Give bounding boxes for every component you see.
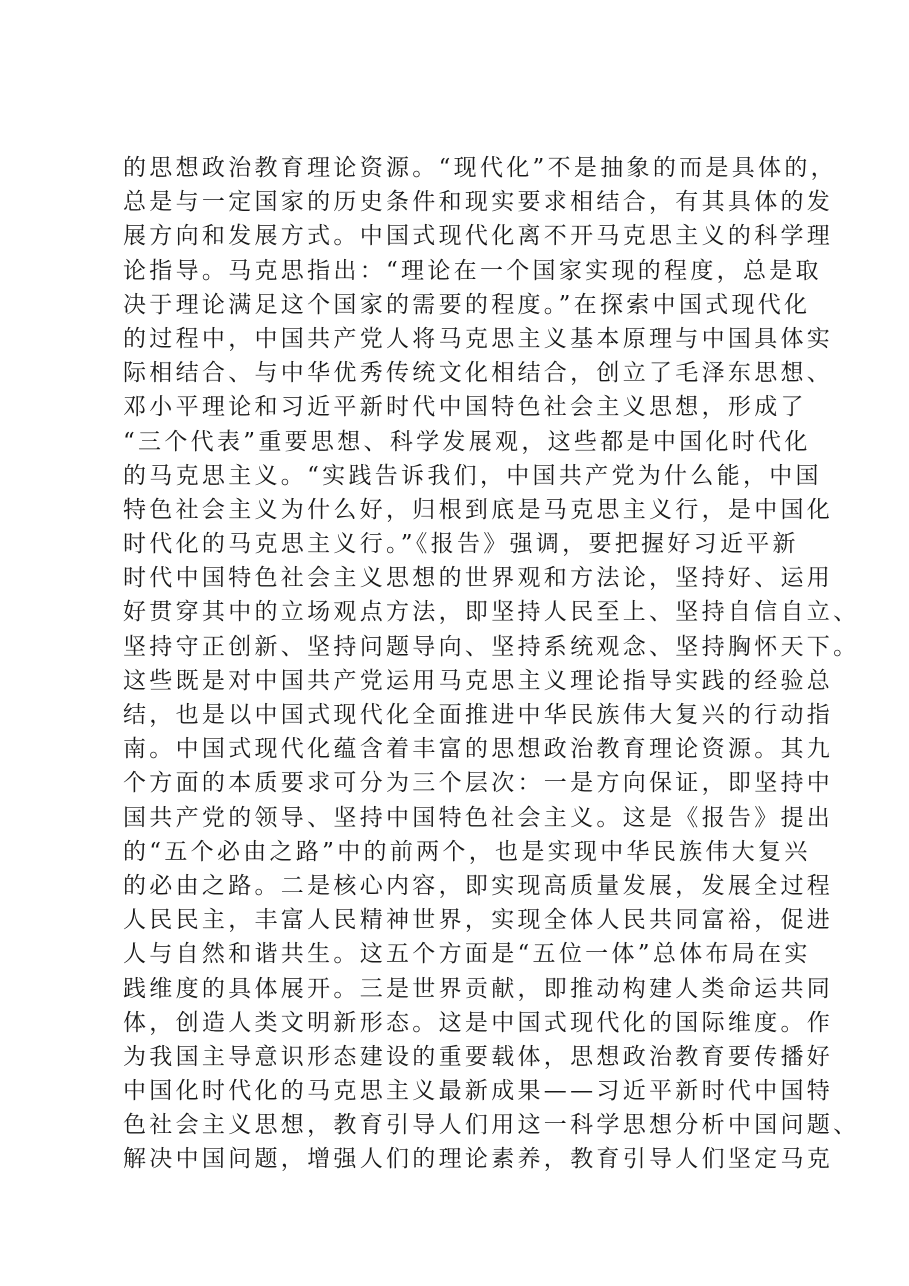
text-line: 总是与一定国家的历史条件和现实要求相结合，有其具体的发	[123, 189, 834, 216]
text-line: 邓小平理论和习近平新时代中国特色社会主义思想，形成了	[123, 394, 807, 421]
text-line: 展方向和发展方式。中国式现代化离不开马克思主义的科学理	[123, 223, 834, 250]
text-line: 人与自然和谐共生。这五个方面是“五位一体”总体布局在实	[123, 941, 811, 968]
text-line: 色社会主义思想，教育引导人们用这一科学思想分析中国问题、	[123, 1112, 860, 1139]
text-line: “三个代表”重要思想、科学发展观，这些都是中国化时代化	[123, 428, 811, 455]
text-line: 的过程中，中国共产党人将马克思主义基本原理与中国具体实	[123, 325, 834, 352]
text-line: 决于理论满足这个国家的需要的程度。”在探索中国式现代化	[123, 291, 811, 318]
text-line: 论指导。马克思指出：“理论在一个国家实现的程度，总是取	[123, 257, 822, 284]
body-paragraph	[123, 151, 860, 1177]
text-line: 时代化的马克思主义行。”《报告》强调，要把握好习近平新	[123, 531, 799, 558]
text-line: 的必由之路。二是核心内容，即实现高质量发展，发展全过程	[123, 872, 834, 899]
text-line: 好贯穿其中的立场观点方法，即坚持人民至上、坚持自信自立、	[123, 599, 860, 626]
text-line: 结，也是以中国式现代化全面推进中华民族伟大复兴的行动指	[123, 702, 834, 728]
text-line: 为我国主导意识形态建设的重要载体，思想政治教育要传播好	[123, 1043, 834, 1070]
text-line: 国共产党的领导、坚持中国特色社会主义。这是《报告》提出	[123, 804, 834, 831]
text-line: 个方面的本质要求可分为三个层次：一是方向保证，即坚持中	[123, 770, 834, 797]
text-line: 的“五个必由之路”中的前两个，也是实现中华民族伟大复兴	[123, 838, 811, 865]
text-line: 人民民主，丰富人民精神世界，实现全体人民共同富裕，促进	[123, 907, 834, 934]
text-line: 中国化时代化的马克思主义最新成果——习近平新时代中国特	[123, 1078, 834, 1105]
text-line: 解决中国问题，增强人们的理论素养，教育引导人们坚定马克	[123, 1146, 834, 1173]
text-line: 体，创造人类文明新形态。这是中国式现代化的国际维度。作	[123, 1009, 834, 1036]
text-line: 特色社会主义为什么好，归根到底是马克思主义行，是中国化	[123, 496, 834, 523]
text-line: 的思想政治教育理论资源。“现代化”不是抽象的而是具体的，	[123, 155, 837, 181]
text-line: 践维度的具体展开。三是世界贡献，即推动构建人类命运共同	[123, 975, 834, 1002]
text-line: 南。中国式现代化蕴含着丰富的思想政治教育理论资源。其九	[123, 736, 834, 763]
text-line: 坚持守正创新、坚持问题导向、坚持系统观念、坚持胸怀天下。	[123, 633, 860, 660]
text-line: 时代中国特色社会主义思想的世界观和方法论，坚持好、运用	[123, 565, 834, 592]
text-line: 的马克思主义。“实践告诉我们，中国共产党为什么能，中国	[123, 462, 822, 489]
text-line: 这些既是对中国共产党运用马克思主义理论指导实践的经验总	[123, 667, 834, 694]
text-line: 际相结合、与中华优秀传统文化相结合，创立了毛泽东思想、	[123, 360, 834, 387]
